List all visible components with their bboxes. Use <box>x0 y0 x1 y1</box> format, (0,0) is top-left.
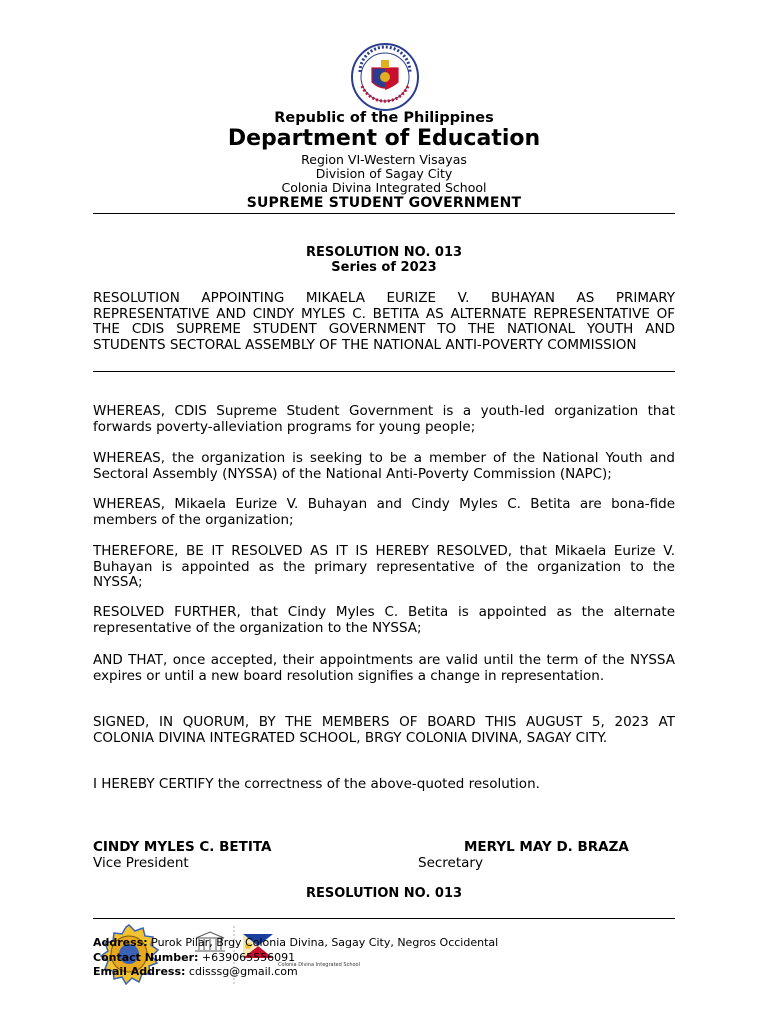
validity-paragraph: AND THAT, once accepted, their appointments are valid until the term of the NYSSA expires or until a new board resolution signifies a change in representation. <box>93 652 675 684</box>
address-label: Address: <box>93 936 148 949</box>
footer-resolution-number: RESOLUTION NO. 013 <box>305 886 463 901</box>
certification-paragraph: I HEREBY CERTIFY the correctness of the above-quoted resolution. <box>93 776 540 792</box>
footer-logo-caption: Colonia Divina Integrated School <box>278 962 360 968</box>
email-value: cdisssg@gmail.com <box>188 965 298 978</box>
address-value: Purok Pilar, Brgy Colonia Divina, Sagay City, Negros Occidental <box>151 936 499 949</box>
department-heading: Department of Education <box>227 126 541 151</box>
republic-heading: Republic of the Philippines <box>274 110 494 126</box>
email-label: Email Address: <box>93 965 186 978</box>
signatory-title: Secretary <box>418 854 483 871</box>
address-line <box>93 936 498 951</box>
whereas-paragraph-3: WHEREAS, Mikaela Eurize V. Buhayan and Cindy Myles C. Betita are bona-fide members of the organization; <box>93 496 675 528</box>
email-line <box>93 965 498 980</box>
deped-seal-icon <box>350 42 420 112</box>
resolution-series: Series of 2023 <box>331 260 437 275</box>
whereas-paragraph-1: WHEREAS, CDIS Supreme Student Government is a youth-led organization that forwards poverty-alleviation programs for young people; <box>93 403 675 435</box>
contact-label: Contact Number: <box>93 950 199 964</box>
signatory-name: MERYL MAY D. BRAZA <box>464 839 629 855</box>
signatory-name: CINDY MYLES C. BETITA <box>93 839 272 855</box>
division-line: Division of Sagay City <box>315 166 453 181</box>
contact-line <box>93 951 498 966</box>
resolved-paragraph: THEREFORE, BE IT RESOLVED AS IT IS HEREBY RESOLVED, that Mikaela Eurize V. Buhayan is appointed as the primary representative of the organization to the NYSSA; <box>93 543 675 590</box>
title-divider <box>93 371 675 372</box>
school-line: Colonia Divina Integrated School <box>281 180 487 195</box>
organization-heading: SUPREME STUDENT GOVERNMENT <box>246 195 522 211</box>
footer-divider <box>93 918 675 919</box>
region-line: Region VI-Western Visayas <box>301 152 467 167</box>
signed-paragraph: SIGNED, IN QUORUM, BY THE MEMBERS OF BOARD THIS AUGUST 5, 2023 AT COLONIA DIVINA INTEGRATED SCHOOL, BRGY COLONIA DIVINA, SAGAY CITY. <box>93 714 675 746</box>
contact-block <box>93 936 498 980</box>
resolution-title: RESOLUTION APPOINTING MIKAELA EURIZE V. BUHAYAN AS PRIMARY REPRESENTATIVE AND CINDY MYLES C. BETITA AS ALTERNATE REPRESENTATIVE OF THE CDIS SUPREME STUDENT GOVERNMENT TO THE NATIONAL YOUTH AND STUDENTS SECTORAL ASSEMBLY OF THE NATIONAL ANTI-POVERTY COMMISSION <box>93 290 675 353</box>
signatory-title: Vice President <box>93 854 189 871</box>
contact-value: +639065556091 <box>201 950 296 964</box>
resolution-number: RESOLUTION NO. 013 <box>305 245 463 260</box>
header-divider <box>93 213 675 214</box>
signatory-secretary <box>418 840 629 871</box>
signatory-vice-president <box>93 840 271 871</box>
whereas-paragraph-2: WHEREAS, the organization is seeking to be a member of the National Youth and Sectoral Assembly (NYSSA) of the National Anti-Poverty Commission (NAPC); <box>93 450 675 482</box>
resolved-further-paragraph: RESOLVED FURTHER, that Cindy Myles C. Betita is appointed as the alternate representative of the organization to the NYSSA; <box>93 604 675 636</box>
